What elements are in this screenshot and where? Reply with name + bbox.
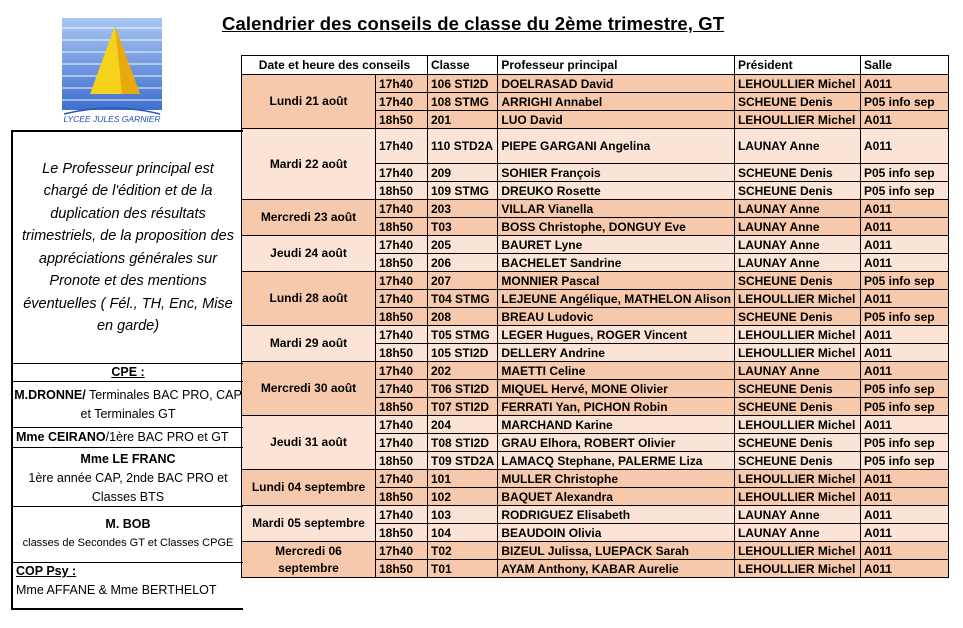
cell-president: LAUNAY Anne [734,362,860,380]
cell-date: Mercredi 30 août [242,362,376,416]
cell-classe: 102 [428,488,498,506]
cell-prof: AYAM Anthony, KABAR Aurelie [498,560,735,578]
cell-time: 18h50 [376,182,428,200]
cpe-bob [13,507,243,563]
cell-prof: BAQUET Alexandra [498,488,735,506]
logo-text: LYCEE JULES GARNIER [63,114,161,124]
cell-prof: DREUKO Rosette [498,182,735,200]
cell-time: 17h40 [376,93,428,111]
cell-classe: T01 [428,560,498,578]
cell-salle: A011 [860,560,948,578]
cell-classe: 106 STI2D [428,75,498,93]
cell-time: 18h50 [376,111,428,129]
cell-date: Lundi 28 août [242,272,376,326]
cell-time: 18h50 [376,344,428,362]
cell-classe: T07 STI2D [428,398,498,416]
cop-heading: COP Psy : [16,564,77,578]
cell-time: 17h40 [376,164,428,182]
professor-duty-note: Le Professeur principal est chargé de l'édition et de la duplication des résultats trimestriels, de la proposition des appréciations générales sur Pronote et des mentions éventuelles ( Fél., TH, Enc, Mise en garde) [13,132,243,364]
cell-classe: 105 STI2D [428,344,498,362]
cell-time: 18h50 [376,560,428,578]
cell-salle: A011 [860,254,948,272]
page-title: Calendrier des conseils de classe du 2ème trimestre, GT [222,13,725,34]
cell-time: 18h50 [376,452,428,470]
cpe-dronne-name: M.DRONNE/ [14,388,86,402]
cell-time: 17h40 [376,362,428,380]
cell-date: Lundi 04 septembre [242,470,376,506]
cell-classe: 204 [428,416,498,434]
cpe-dronne-classes: Terminales BAC PRO, CAP et Terminales GT [80,388,242,421]
cell-president: SCHEUNE Denis [734,434,860,452]
cell-date: Mercredi 06 septembre [242,542,376,578]
cell-date: Lundi 21 août [242,75,376,129]
cell-classe: 110 STD2A [428,129,498,164]
cpe-ceirano-classes: /1ère BAC PRO et GT [105,430,229,444]
cell-president: LEHOULLIER Michel [734,111,860,129]
header-classe: Classe [428,56,498,75]
cpe-ceirano [13,428,243,448]
cell-prof: BOSS Christophe, DONGUY Eve [498,218,735,236]
cell-time: 18h50 [376,254,428,272]
cell-president: LAUNAY Anne [734,524,860,542]
cell-president: LEHOULLIER Michel [734,488,860,506]
cell-prof: MAETTI Celine [498,362,735,380]
cell-prof: BEAUDOIN Olivia [498,524,735,542]
header-salle: Salle [860,56,948,75]
cell-time: 17h40 [376,416,428,434]
schedule-body [242,75,949,578]
cell-salle: A011 [860,75,948,93]
cpe-heading: CPE : [13,364,243,382]
cell-prof: LAMACQ Stephane, PALERME Liza [498,452,735,470]
cell-time: 17h40 [376,380,428,398]
cpe-bob-name: M. BOB [105,517,151,531]
cell-president: SCHEUNE Denis [734,452,860,470]
cell-president: LEHOULLIER Michel [734,75,860,93]
cell-salle: P05 info sep [860,164,948,182]
cell-prof: LEGER Hugues, ROGER Vincent [498,326,735,344]
cell-date: Mercredi 23 août [242,200,376,236]
cell-salle: P05 info sep [860,182,948,200]
cpe-lefranc-name: Mme LE FRANC [80,452,176,466]
cell-classe: T04 STMG [428,290,498,308]
cell-prof: DELLERY Andrine [498,344,735,362]
cell-salle: A011 [860,506,948,524]
table-row [242,542,949,560]
cpe-bob-classes: classes de Secondes GT et Classes CPGE [22,537,234,549]
cell-time: 17h40 [376,326,428,344]
cell-president: SCHEUNE Denis [734,398,860,416]
cell-time: 17h40 [376,236,428,254]
cell-salle: A011 [860,470,948,488]
cell-prof: PIEPE GARGANI Angelina [498,129,735,164]
cpe-dronne [13,382,243,428]
info-panel [11,130,243,610]
cell-prof: BREAU Ludovic [498,308,735,326]
cell-salle: A011 [860,416,948,434]
cell-salle: A011 [860,236,948,254]
cpe-lefranc-classes: 1ère année CAP, 2nde BAC PRO et Classes BTS [28,471,228,504]
table-row [242,200,949,218]
cell-salle: A011 [860,129,948,164]
cell-president: SCHEUNE Denis [734,164,860,182]
cell-prof: GRAU Elhora, ROBERT Olivier [498,434,735,452]
table-row [242,272,949,290]
cell-president: LEHOULLIER Michel [734,560,860,578]
cpe-lefranc [13,448,243,507]
header-date: Date et heure des conseils [242,56,428,75]
cell-date: Jeudi 31 août [242,416,376,470]
cell-president: LEHOULLIER Michel [734,416,860,434]
cell-salle: P05 info sep [860,308,948,326]
cell-prof: LEJEUNE Angélique, MATHELON Alison [498,290,735,308]
cell-salle: P05 info sep [860,434,948,452]
cell-president: LEHOULLIER Michel [734,290,860,308]
cell-salle: P05 info sep [860,398,948,416]
table-row [242,129,949,164]
cell-salle: A011 [860,488,948,506]
cell-prof: MULLER Christophe [498,470,735,488]
cell-classe: T08 STI2D [428,434,498,452]
cell-time: 17h40 [376,506,428,524]
cell-classe: 203 [428,200,498,218]
cell-salle: A011 [860,111,948,129]
cell-time: 17h40 [376,470,428,488]
cell-president: SCHEUNE Denis [734,272,860,290]
cell-president: SCHEUNE Denis [734,93,860,111]
table-row [242,506,949,524]
cell-prof: BIZEUL Julissa, LUEPACK Sarah [498,542,735,560]
cell-time: 17h40 [376,542,428,560]
cell-president: LEHOULLIER Michel [734,344,860,362]
cell-classe: T03 [428,218,498,236]
cell-classe: 103 [428,506,498,524]
cell-time: 18h50 [376,488,428,506]
cell-date: Mardi 22 août [242,129,376,200]
cell-classe: T09 STD2A [428,452,498,470]
cell-salle: P05 info sep [860,272,948,290]
cell-salle: A011 [860,524,948,542]
cell-prof: BAURET Lyne [498,236,735,254]
cell-prof: MIQUEL Hervé, MONE Olivier [498,380,735,398]
cell-time: 18h50 [376,308,428,326]
school-logo [60,16,164,124]
cell-classe: 206 [428,254,498,272]
cell-salle: A011 [860,362,948,380]
cell-classe: 108 STMG [428,93,498,111]
cell-prof: MARCHAND Karine [498,416,735,434]
table-row [242,326,949,344]
cell-prof: ARRIGHI Annabel [498,93,735,111]
cell-salle: A011 [860,200,948,218]
cell-classe: T02 [428,542,498,560]
table-header-row [242,56,949,75]
cell-president: SCHEUNE Denis [734,380,860,398]
table-row [242,75,949,93]
cell-president: LEHOULLIER Michel [734,470,860,488]
cell-salle: A011 [860,542,948,560]
table-row [242,236,949,254]
cell-classe: 201 [428,111,498,129]
cell-salle: A011 [860,344,948,362]
cell-prof: VILLAR Vianella [498,200,735,218]
header-president: Président [734,56,860,75]
cell-salle: P05 info sep [860,452,948,470]
cell-salle: P05 info sep [860,380,948,398]
cell-president: LAUNAY Anne [734,236,860,254]
cell-president: SCHEUNE Denis [734,308,860,326]
cell-classe: 207 [428,272,498,290]
cell-prof: RODRIGUEZ Elisabeth [498,506,735,524]
cell-classe: T06 STI2D [428,380,498,398]
cell-salle: P05 info sep [860,93,948,111]
cell-president: LEHOULLIER Michel [734,326,860,344]
cell-time: 17h40 [376,272,428,290]
cell-president: LAUNAY Anne [734,200,860,218]
cell-classe: 208 [428,308,498,326]
cell-time: 17h40 [376,75,428,93]
cell-president: LAUNAY Anne [734,218,860,236]
cell-prof: LUO David [498,111,735,129]
cell-classe: 109 STMG [428,182,498,200]
cell-salle: A011 [860,326,948,344]
table-row [242,362,949,380]
cell-salle: A011 [860,218,948,236]
cell-president: LAUNAY Anne [734,254,860,272]
cell-prof: SOHIER François [498,164,735,182]
cell-president: LAUNAY Anne [734,129,860,164]
cell-prof: DOELRASAD David [498,75,735,93]
cell-prof: MONNIER Pascal [498,272,735,290]
cell-prof: BACHELET Sandrine [498,254,735,272]
cpe-ceirano-name: Mme CEIRANO [16,430,106,444]
cell-classe: 205 [428,236,498,254]
cell-classe: 104 [428,524,498,542]
schedule-table [241,55,949,578]
cell-classe: 101 [428,470,498,488]
cell-time: 18h50 [376,218,428,236]
cell-classe: 202 [428,362,498,380]
cell-date: Mardi 05 septembre [242,506,376,542]
cell-classe: T05 STMG [428,326,498,344]
cell-president: LAUNAY Anne [734,506,860,524]
cell-time: 17h40 [376,129,428,164]
cell-time: 18h50 [376,524,428,542]
header-prof: Professeur principal [498,56,735,75]
table-row [242,470,949,488]
cell-time: 17h40 [376,200,428,218]
cell-time: 17h40 [376,434,428,452]
cell-classe: 209 [428,164,498,182]
cell-time: 17h40 [376,290,428,308]
cell-time: 18h50 [376,398,428,416]
cell-president: SCHEUNE Denis [734,182,860,200]
cell-prof: FERRATI Yan, PICHON Robin [498,398,735,416]
cell-date: Jeudi 24 août [242,236,376,272]
cell-date: Mardi 29 août [242,326,376,362]
cell-salle: A011 [860,290,948,308]
table-row [242,416,949,434]
cop-names: Mme AFFANE & Mme BERTHELOT [16,583,217,597]
cell-president: LEHOULLIER Michel [734,542,860,560]
